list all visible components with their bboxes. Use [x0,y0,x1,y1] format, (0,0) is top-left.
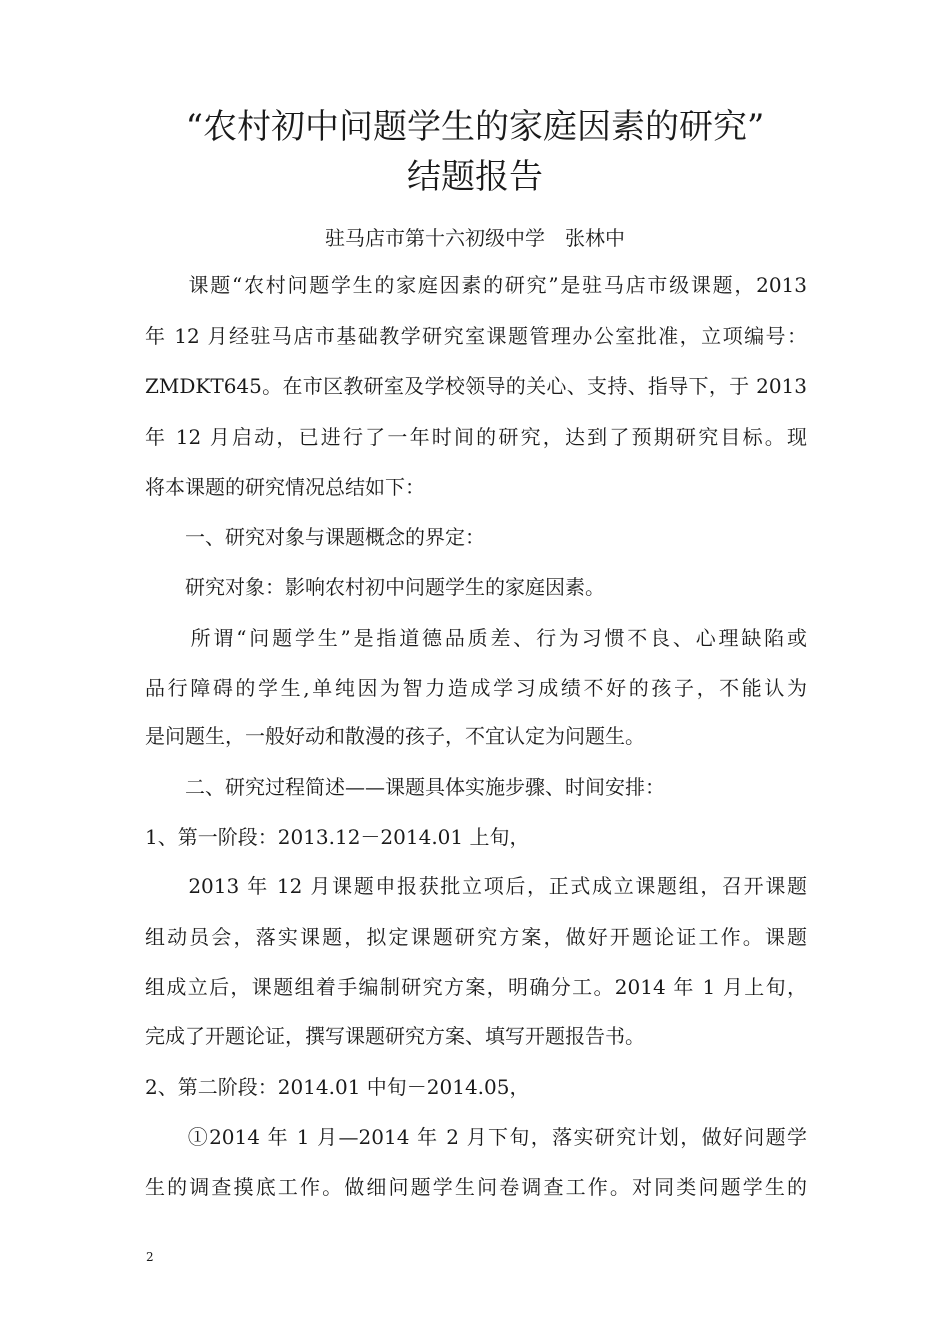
stage-heading: 2、第二阶段：2014.01 中旬－2014.05， [145,1075,530,1099]
body-line: 课题“农村问题学生的家庭因素的研究”是驻马店市级课题，2013 [145,273,807,297]
body-line: 研究对象：影响农村初中问题学生的家庭因素。 [145,575,605,599]
body-line: 是问题生，一般好动和散漫的孩子，不宜认定为问题生。 [145,724,645,748]
body-line: 2013 年 12 月课题申报获批立项后，正式成立课题组，召开课题 [145,874,807,898]
body-line: 所谓“问题学生”是指道德品质差、行为习惯不良、心理缺陷或 [145,626,807,650]
document-title-line-1: “农村初中问题学生的家庭因素的研究” [185,107,765,147]
body-line: 品行障碍的学生,单纯因为智力造成学习成绩不好的孩子，不能认为 [145,676,807,700]
page-number: 2 [146,1250,154,1264]
body-line: 年 12 月启动，已进行了一年时间的研究，达到了预期研究目标。现 [145,425,807,449]
body-line: ZMDKT645。在市区教研室及学校领导的关心、支持、指导下，于 2013 [145,374,807,398]
section-heading: 二、研究过程简述——课题具体实施步骤、时间安排： [145,775,665,799]
body-line: 组动员会，落实课题，拟定课题研究方案，做好开题论证工作。课题 [145,925,807,949]
stage-heading: 1、第一阶段：2013.12－2014.01 上旬， [145,825,530,849]
body-line: ①2014 年 1 月—2014 年 2 月下旬，落实研究计划，做好问题学 [145,1125,807,1149]
body-line: 年 12 月经驻马店市基础教学研究室课题管理办公室批准，立项编号： [145,324,807,348]
body-line: 完成了开题论证，撰写课题研究方案、填写开题报告书。 [145,1024,645,1048]
section-heading: 一、研究对象与课题概念的界定： [145,525,485,549]
body-line: 组成立后，课题组着手编制研究方案，明确分工。2014 年 1 月上旬， [145,975,807,999]
document-title-line-2: 结题报告 [407,157,543,197]
author-line: 驻马店市第十六初级中学 张林中 [325,226,625,250]
body-line: 将本课题的研究情况总结如下： [145,475,425,499]
body-line: 生的调查摸底工作。做细问题学生问卷调查工作。对同类问题学生的 [145,1175,807,1199]
